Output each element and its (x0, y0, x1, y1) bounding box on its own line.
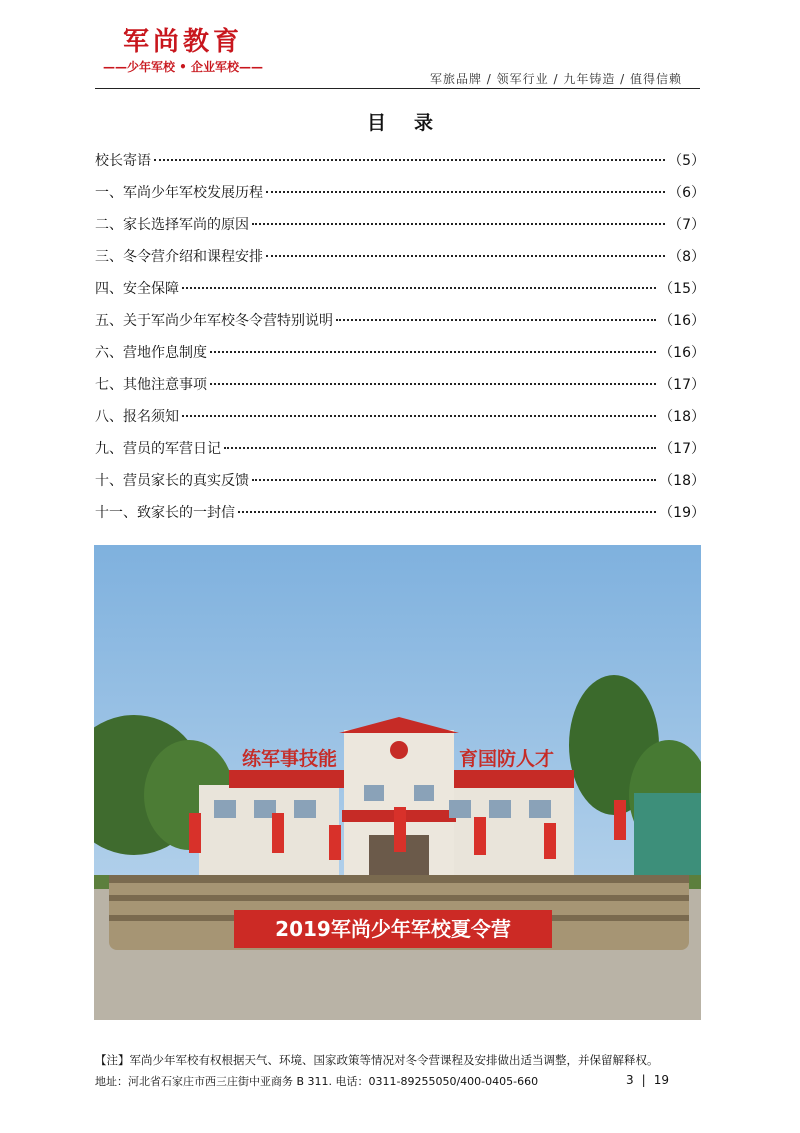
toc-leader-dots (182, 414, 656, 417)
toc-entry-page: （17） (659, 441, 705, 457)
toc-leader-dots (266, 254, 665, 257)
toc-entry[interactable] (95, 337, 705, 369)
brand-title: 军尚教育 (122, 27, 243, 57)
toc-entry-page: （5） (668, 153, 705, 169)
toc-entry[interactable] (95, 145, 705, 177)
page-total: 19 (653, 1073, 669, 1087)
toc-entry-label: 三、冬令营介绍和课程安排 (95, 249, 263, 265)
toc-leader-dots (210, 350, 656, 353)
toc-leader-dots (224, 446, 656, 449)
toc-entry-label: 四、安全保障 (95, 281, 179, 297)
toc-entry-page: （8） (668, 249, 705, 265)
toc-leader-dots (238, 510, 656, 513)
toc-entry-label: 九、营员的军营日记 (95, 441, 221, 457)
header-slogan: 军旅品牌 / 领军行业 / 九年铸造 / 值得信赖 (429, 72, 682, 86)
toc-entry[interactable] (95, 209, 705, 241)
toc-entry[interactable] (95, 305, 705, 337)
toc-entry-page: （16） (659, 345, 705, 361)
toc-entry-label: 校长寄语 (95, 153, 151, 169)
page-number: 3 | 19 (626, 1073, 669, 1087)
toc-entry-label: 六、营地作息制度 (95, 345, 207, 361)
brand-subtitle: ——少年军校 • 企业军校—— (102, 60, 264, 74)
page-current: 3 (626, 1073, 634, 1087)
table-of-contents (95, 145, 705, 529)
toc-entry[interactable] (95, 433, 705, 465)
toc-entry-page: （19） (659, 505, 705, 521)
footer-address: 地址：河北省石家庄市西三庄街中亚商务 B 311. 电话：0311-89255050/400-0405-660 (95, 1075, 539, 1088)
toc-entry[interactable] (95, 401, 705, 433)
toc-leader-dots (210, 382, 656, 385)
toc-leader-dots (252, 222, 665, 225)
toc-entry[interactable] (95, 177, 705, 209)
toc-entry-label: 五、关于军尚少年军校冬令营特别说明 (95, 313, 333, 329)
toc-entry[interactable] (95, 465, 705, 497)
building-sign-right: 育国防人才 (459, 748, 555, 770)
toc-entry-label: 一、军尚少年军校发展历程 (95, 185, 263, 201)
toc-entry-label: 二、家长选择军尚的原因 (95, 217, 249, 233)
toc-entry-label: 八、报名须知 (95, 409, 179, 425)
building-sign-left: 练军事技能 (242, 748, 338, 770)
toc-leader-dots (336, 318, 656, 321)
toc-leader-dots (182, 286, 656, 289)
toc-leader-dots (266, 190, 665, 193)
toc-entry-page: （18） (659, 473, 705, 489)
toc-entry[interactable] (95, 369, 705, 401)
toc-entry-page: （15） (659, 281, 705, 297)
camp-banner-text: 2019军尚少年军校夏令营 (275, 917, 511, 941)
footer-note: 【注】军尚少年军校有权根据天气、环境、国家政策等情况对冬令营课程及安排做出适当调整，并保留解释权。 (95, 1053, 659, 1067)
toc-entry[interactable] (95, 497, 705, 529)
header-divider (95, 88, 700, 89)
toc-entry-label: 十、营员家长的真实反馈 (95, 473, 249, 489)
brand-logo (98, 26, 268, 76)
toc-entry-page: （7） (668, 217, 705, 233)
toc-entry-page: （18） (659, 409, 705, 425)
toc-title: 目录 (366, 112, 461, 134)
toc-leader-dots (252, 478, 656, 481)
toc-entry-label: 七、其他注意事项 (95, 377, 207, 393)
toc-leader-dots (154, 158, 665, 161)
toc-entry[interactable] (95, 241, 705, 273)
toc-entry-page: （6） (668, 185, 705, 201)
toc-entry[interactable] (95, 273, 705, 305)
toc-entry-page: （16） (659, 313, 705, 329)
toc-entry-label: 十一、致家长的一封信 (95, 505, 235, 521)
toc-entry-page: （17） (659, 377, 705, 393)
camp-group-photo (94, 545, 701, 1020)
